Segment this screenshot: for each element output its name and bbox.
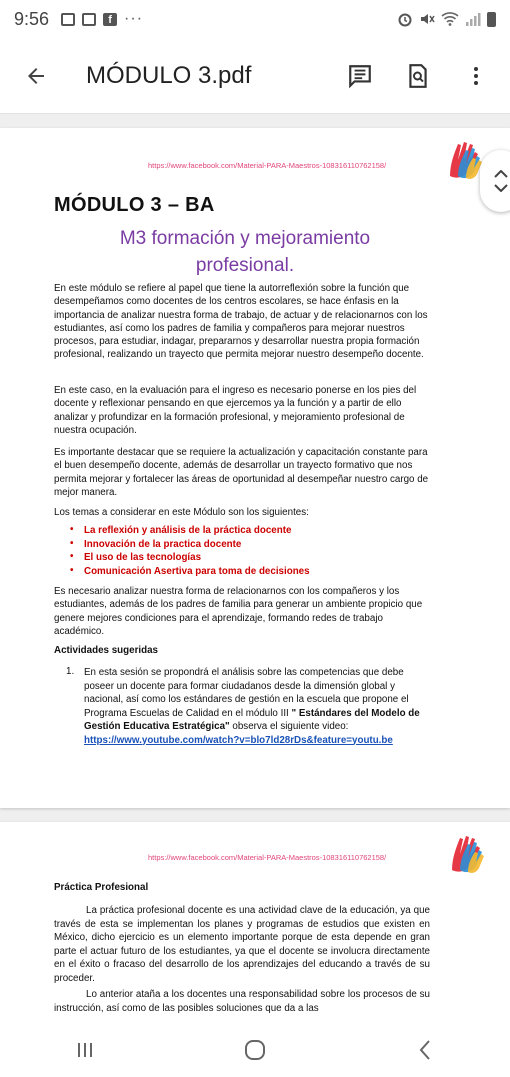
module-heading: MÓDULO 3 – BA	[54, 194, 215, 216]
activity-text-bold: " Estándares del Modelo de Gestión Educativa Estratégica"	[84, 707, 420, 732]
list-item: • El uso de las tecnologías	[70, 551, 310, 565]
more-options-button[interactable]	[456, 56, 496, 96]
activity-text-part: En esta sesión se propondrá el análisis sobre las competencias que debe poseer un docente para formar ciudadanos desde la dimensión global y nacional, así como los estándares de gestión en la escuela que propone el Programa Escuelas de Calidad en el módulo III	[84, 667, 409, 719]
mute-icon	[419, 11, 435, 27]
home-icon	[244, 1039, 266, 1061]
list-item: • La reflexión y análisis de la práctica docente	[70, 524, 310, 538]
system-icons	[397, 11, 496, 27]
search-document-button[interactable]	[398, 56, 438, 96]
notification-icons	[61, 10, 143, 28]
paragraph-importance: Es importante destacar que se requiere la actualización y capacitación constante para el buen desempeño docente, además de desarrollar un trayecto formativo que nos permita mejorar y fortalecer las áreas de oportunidad al desempeñar nuestro cargo de mejor manera.	[54, 447, 429, 498]
back-nav-button[interactable]	[395, 1028, 455, 1072]
wifi-icon	[441, 11, 459, 27]
image-notification-icon	[61, 13, 75, 26]
file-notification-icon	[82, 13, 96, 26]
recent-apps-button[interactable]	[55, 1028, 115, 1072]
chevron-down-icon	[494, 184, 508, 192]
signal-icon	[465, 11, 481, 27]
comments-button[interactable]	[340, 56, 380, 96]
back-button[interactable]	[14, 54, 58, 98]
fast-scroll-handle[interactable]	[480, 150, 510, 212]
pdf-page-1	[0, 128, 510, 808]
youtube-video-link[interactable]: https://www.youtube.com/watch?v=blo7ld28rDs&feature=youtu.be	[84, 734, 393, 746]
activities-heading: Actividades sugeridas	[54, 645, 158, 656]
paragraph-topics-intro: Los temas a considerar en este Módulo son los siguientes:	[54, 507, 309, 518]
system-nav-bar	[0, 1022, 510, 1077]
module-subtitle: M3 formación y mejoramiento profesional.	[119, 228, 371, 276]
document-title: MÓDULO 3.pdf	[86, 61, 252, 89]
paragraph-practice: La práctica profesional docente es una actividad clave de la educación, ya que través de esta se implementan los planes y programas de estudios que existen en México, dicho ejercicio es un elemento importante porque de esta depende en gran parte el actuar futuro de los estudiantes, ya que el docente se involucra directamente en el éxito o fracaso del desarrollo de los aprendizajes del educando a través de su proceder.	[54, 905, 430, 984]
home-button[interactable]	[225, 1028, 285, 1072]
search-document-icon	[405, 63, 431, 89]
more-vert-icon	[464, 64, 488, 88]
paragraph-relationships: Es necesario analizar nuestra forma de relacionarnos con los compañeros y los estudiantes, además de los padres de familia para generar un ambiente propicio que genere mejores condiciones para el aprendizaje, formando redes de trabajo académico.	[54, 586, 423, 637]
battery-icon	[487, 12, 496, 27]
topics-list	[70, 524, 310, 578]
chevron-up-icon	[494, 170, 508, 178]
toolbar-actions	[340, 56, 496, 96]
app-toolbar	[0, 38, 510, 114]
pdf-page-2	[0, 822, 510, 1022]
recents-icon	[75, 1040, 95, 1060]
list-item: • Comunicación Asertiva para toma de decisiones	[70, 565, 310, 579]
paragraph-evaluation: En este caso, en la evaluación para el ingreso es necesario ponerse en los pies del docente y reflexionar pensando en que ejercemos ya la función y a partir de ello analizar y profundizar en la formación profesional, y mejoramiento profesional de nuestra ocupación.	[54, 385, 417, 436]
back-chevron-icon	[418, 1039, 432, 1061]
alarm-icon	[397, 11, 413, 27]
paragraph-responsibility: Lo anterior ataña a los docentes una responsabilidad sobre los procesos de su instrucción, así como de las posibles soluciones que da a las	[54, 989, 430, 1014]
comment-icon	[347, 63, 373, 89]
more-notifications-icon: ···	[124, 10, 144, 27]
list-item: • Innovación de la practica docente	[70, 538, 310, 552]
paragraph-intro: En este módulo se refiere al papel que tiene la autorreflexión sobre la función que desempeñamos como docentes de los centros escolares, se hace énfasis en la importancia de analizar nuestra forma de trabajo, de actuar y de relacionarnos con los estudiantes, así como los padres de familia y compañeros para mejorar nuestros procesos, para estudiar, indagar, prepararnos y desarrollar nuestra propia formación profesional, realizando un trayecto que permita mejorar nuestro desempeño docente.	[54, 283, 428, 361]
status-time: 9:56	[14, 8, 50, 29]
section-heading: Práctica Profesional	[54, 882, 149, 893]
activity-text-part: observa el siguiente video:	[229, 721, 349, 732]
activity-number: 1.	[66, 666, 75, 677]
arrow-left-icon	[24, 64, 48, 88]
activity-text	[84, 666, 434, 747]
status-bar	[0, 0, 510, 38]
facebook-notification-icon: f	[103, 13, 117, 26]
material-para-maestros-logo	[446, 830, 492, 876]
page-url: https://www.facebook.com/Material-PARA-Maestros-108316110762158/	[148, 161, 387, 170]
page-url: https://www.facebook.com/Material-PARA-Maestros-108316110762158/	[148, 853, 387, 862]
